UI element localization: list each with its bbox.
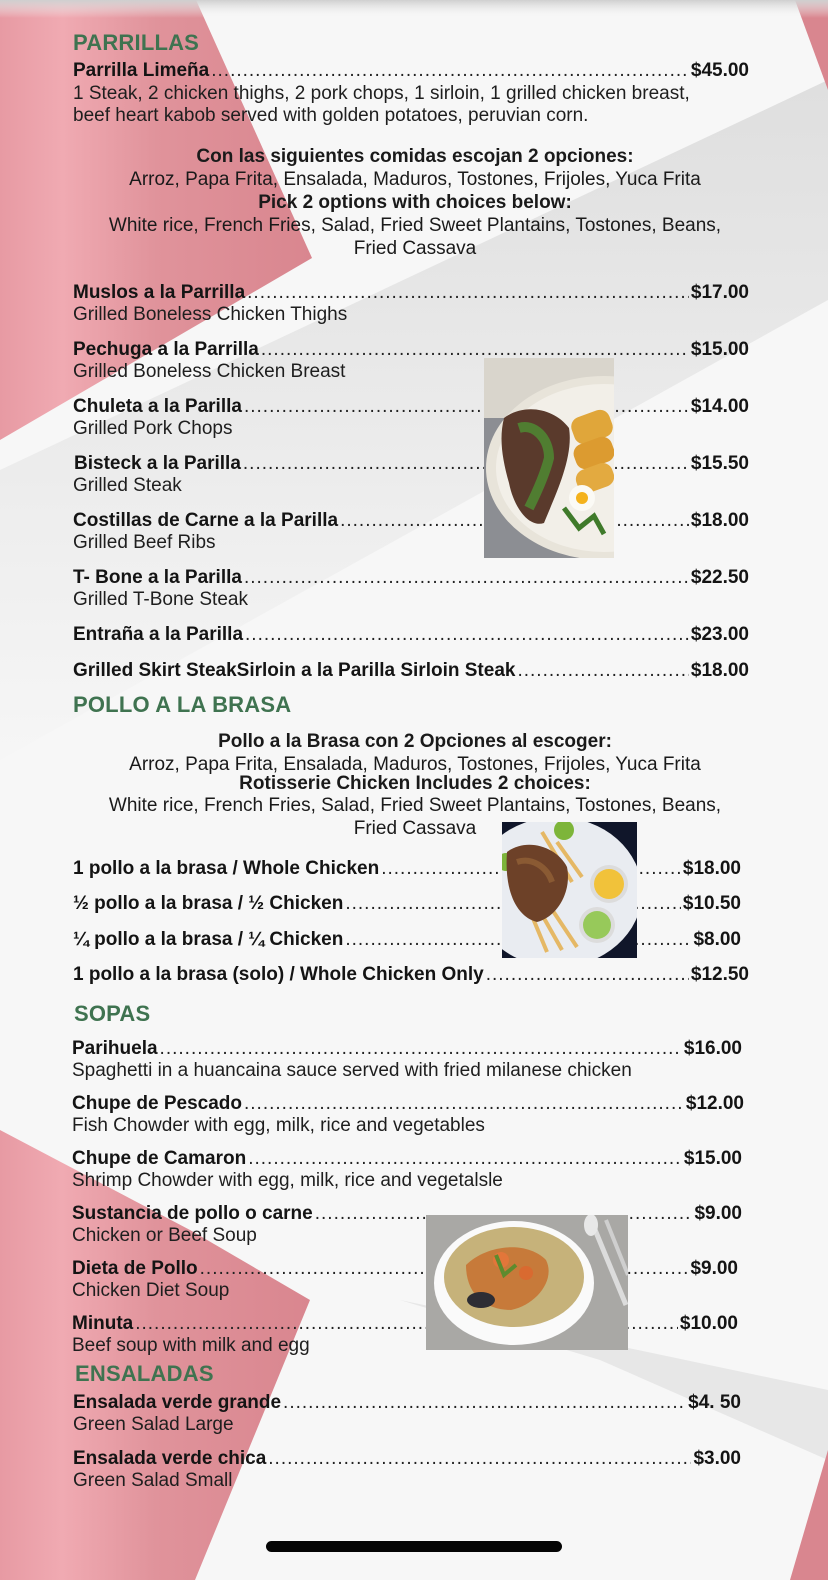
item-name: Minuta — [72, 1313, 134, 1334]
leader-dots — [283, 1392, 686, 1414]
leader-dots — [245, 624, 689, 646]
item-price: $16.00 — [683, 1038, 742, 1059]
item-name: Bisteck a la Parilla — [74, 453, 241, 474]
item-name: Chupe de Pescado — [72, 1093, 242, 1114]
item-name: Costillas de Carne a la Parilla — [73, 510, 339, 531]
item-name: 1 pollo a la brasa / Whole Chicken — [73, 858, 380, 879]
item-name: Chuleta a la Parilla — [73, 396, 242, 417]
options-heading-es: Pollo a la Brasa con 2 Opciones al escoger: — [218, 731, 612, 752]
item-price: $15.50 — [690, 453, 749, 474]
section-title-parrillas: PARRILLAS — [73, 30, 200, 55]
item-name: Pechuga a la Parrilla — [73, 339, 259, 360]
item-description: Green Salad Small — [73, 1470, 233, 1491]
item-price: $23.00 — [690, 624, 749, 645]
menu-item — [73, 893, 741, 915]
item-name: ½ pollo a la brasa / ½ Chicken — [73, 893, 344, 914]
item-price: $10.00 — [679, 1313, 738, 1334]
leader-dots — [211, 60, 689, 82]
item-description: beef heart kabob served with golden potatoes, peruvian corn. — [73, 105, 589, 126]
item-name: ¼ pollo a la brasa / ¼ Chicken — [73, 929, 344, 950]
item-description: Shrimp Chowder with egg, milk, rice and vegetalsle — [72, 1170, 503, 1191]
item-price: $22.50 — [690, 567, 749, 588]
item-description: Chicken Diet Soup — [72, 1280, 230, 1301]
menu-item — [73, 396, 749, 418]
item-name: T- Bone a la Parilla — [73, 567, 242, 588]
item-name: Muslos a la Parrilla — [73, 282, 246, 303]
item-price: $18.00 — [690, 660, 749, 681]
item-description: Spaghetti in a huancaina sauce served with fried milanese chicken — [72, 1060, 632, 1081]
item-name: Ensalada verde chica — [73, 1448, 267, 1469]
item-price: $9.00 — [690, 1258, 738, 1279]
item-name: 1 pollo a la brasa (solo) / Whole Chicken Only — [73, 964, 484, 985]
menu-item — [73, 964, 749, 986]
item-description: Grilled Beef Ribs — [73, 532, 216, 553]
menu-item — [73, 282, 749, 304]
item-price: $12.00 — [685, 1093, 744, 1114]
side-options-pollo-en — [70, 772, 760, 840]
home-indicator-bar[interactable] — [266, 1541, 562, 1552]
menu-item — [72, 1258, 738, 1280]
menu-item — [73, 660, 749, 682]
grilled-steak-plate-photo — [484, 358, 614, 558]
item-price: $9.00 — [694, 1203, 742, 1224]
item-price: $18.00 — [690, 510, 749, 531]
options-list-en: White rice, French Fries, Salad, Fried Sweet Plantains, Tostones, Beans, — [108, 215, 722, 236]
menu-item — [73, 624, 749, 646]
item-price: $15.00 — [683, 1148, 742, 1169]
item-name: Parihuela — [72, 1038, 158, 1059]
item-description: Green Salad Large — [73, 1414, 234, 1435]
item-description: Grilled Pork Chops — [73, 418, 233, 439]
section-title-sopas: SOPAS — [74, 1001, 151, 1026]
leader-dots — [244, 396, 689, 418]
leader-dots — [517, 660, 688, 682]
menu-item — [72, 1148, 742, 1170]
item-name: Sustancia de pollo o carne — [72, 1203, 313, 1224]
item-price: $12.50 — [690, 964, 749, 985]
options-heading-en: Rotisserie Chicken Includes 2 choices: — [239, 773, 591, 794]
item-name: Ensalada verde grande — [73, 1392, 282, 1413]
item-description: Grilled Boneless Chicken Breast — [73, 361, 346, 382]
item-price: $10.50 — [682, 893, 741, 914]
menu-item — [72, 1313, 738, 1335]
item-name: Parrilla Limeña — [73, 60, 210, 81]
section-title-pollo-a-la-brasa: POLLO A LA BRASA — [73, 692, 292, 717]
item-description: Fish Chowder with egg, milk, rice and vegetables — [72, 1115, 485, 1136]
options-list-en-cont: Fried Cassava — [353, 238, 477, 259]
item-price: $15.00 — [690, 339, 749, 360]
menu-item — [72, 1093, 744, 1115]
leader-dots — [160, 1038, 682, 1060]
options-heading-es: Con las siguientes comidas escojan 2 opciones: — [196, 146, 634, 167]
item-description: Grilled Boneless Chicken Thighs — [73, 304, 348, 325]
rotisserie-chicken-photo — [502, 822, 637, 958]
section-title-ensaladas: ENSALADAS — [75, 1361, 214, 1386]
menu-item — [73, 1392, 741, 1414]
menu-item — [73, 1448, 741, 1470]
menu-item-parrilla-limena — [73, 60, 749, 82]
item-price: $8.00 — [693, 929, 741, 950]
item-price: $14.00 — [690, 396, 749, 417]
menu-item — [74, 453, 749, 475]
menu-item — [73, 510, 749, 532]
soup-bowl-photo — [426, 1215, 628, 1350]
item-name: Dieta de Pollo — [72, 1258, 198, 1279]
item-price: $3.00 — [693, 1448, 741, 1469]
leader-dots — [248, 1148, 682, 1170]
leader-dots — [261, 339, 689, 361]
options-list-es: Arroz, Papa Frita, Ensalada, Maduros, Tostones, Frijoles, Yuca Frita — [129, 169, 701, 190]
menu-item — [73, 567, 749, 589]
menu-item — [73, 929, 741, 951]
item-description: 1 Steak, 2 chicken thighs, 2 pork chops, 1 sirloin, 1 grilled chicken breast, — [73, 83, 690, 104]
item-name: Chupe de Camaron — [72, 1148, 247, 1169]
options-list-es: Arroz, Papa Frita, Ensalada, Maduros, Tostones, Frijoles, Yuca Frita — [129, 754, 701, 775]
item-price: $4. 50 — [688, 1392, 741, 1413]
item-price: $17.00 — [690, 282, 749, 303]
menu-item — [72, 1038, 742, 1060]
options-heading-en: Pick 2 options with choices below: — [258, 192, 572, 213]
leader-dots — [244, 567, 689, 589]
item-description: Beef soup with milk and egg — [72, 1335, 310, 1356]
options-list-en: White rice, French Fries, Salad, Fried Sweet Plantains, Tostones, Beans, — [108, 795, 722, 816]
leader-dots — [244, 1093, 684, 1115]
item-name: Grilled Skirt SteakSirloin a la Parilla Sirloin Steak — [73, 660, 516, 681]
options-list-en-cont: Fried Cassava — [353, 818, 477, 839]
item-price: $18.00 — [682, 858, 741, 879]
leader-dots — [268, 1448, 691, 1470]
side-options-parrillas — [70, 145, 760, 260]
item-price: $45.00 — [690, 60, 749, 81]
item-name: Entraña a la Parilla — [73, 624, 244, 645]
menu-item — [73, 339, 749, 361]
side-options-pollo — [70, 730, 760, 776]
leader-dots — [486, 964, 689, 986]
leader-dots — [243, 453, 689, 475]
menu-item — [73, 858, 741, 880]
item-description: Grilled Steak — [73, 475, 182, 496]
item-description: Chicken or Beef Soup — [72, 1225, 257, 1246]
item-description: Grilled T-Bone Steak — [73, 589, 248, 610]
menu-item — [72, 1203, 742, 1225]
leader-dots — [247, 282, 689, 304]
